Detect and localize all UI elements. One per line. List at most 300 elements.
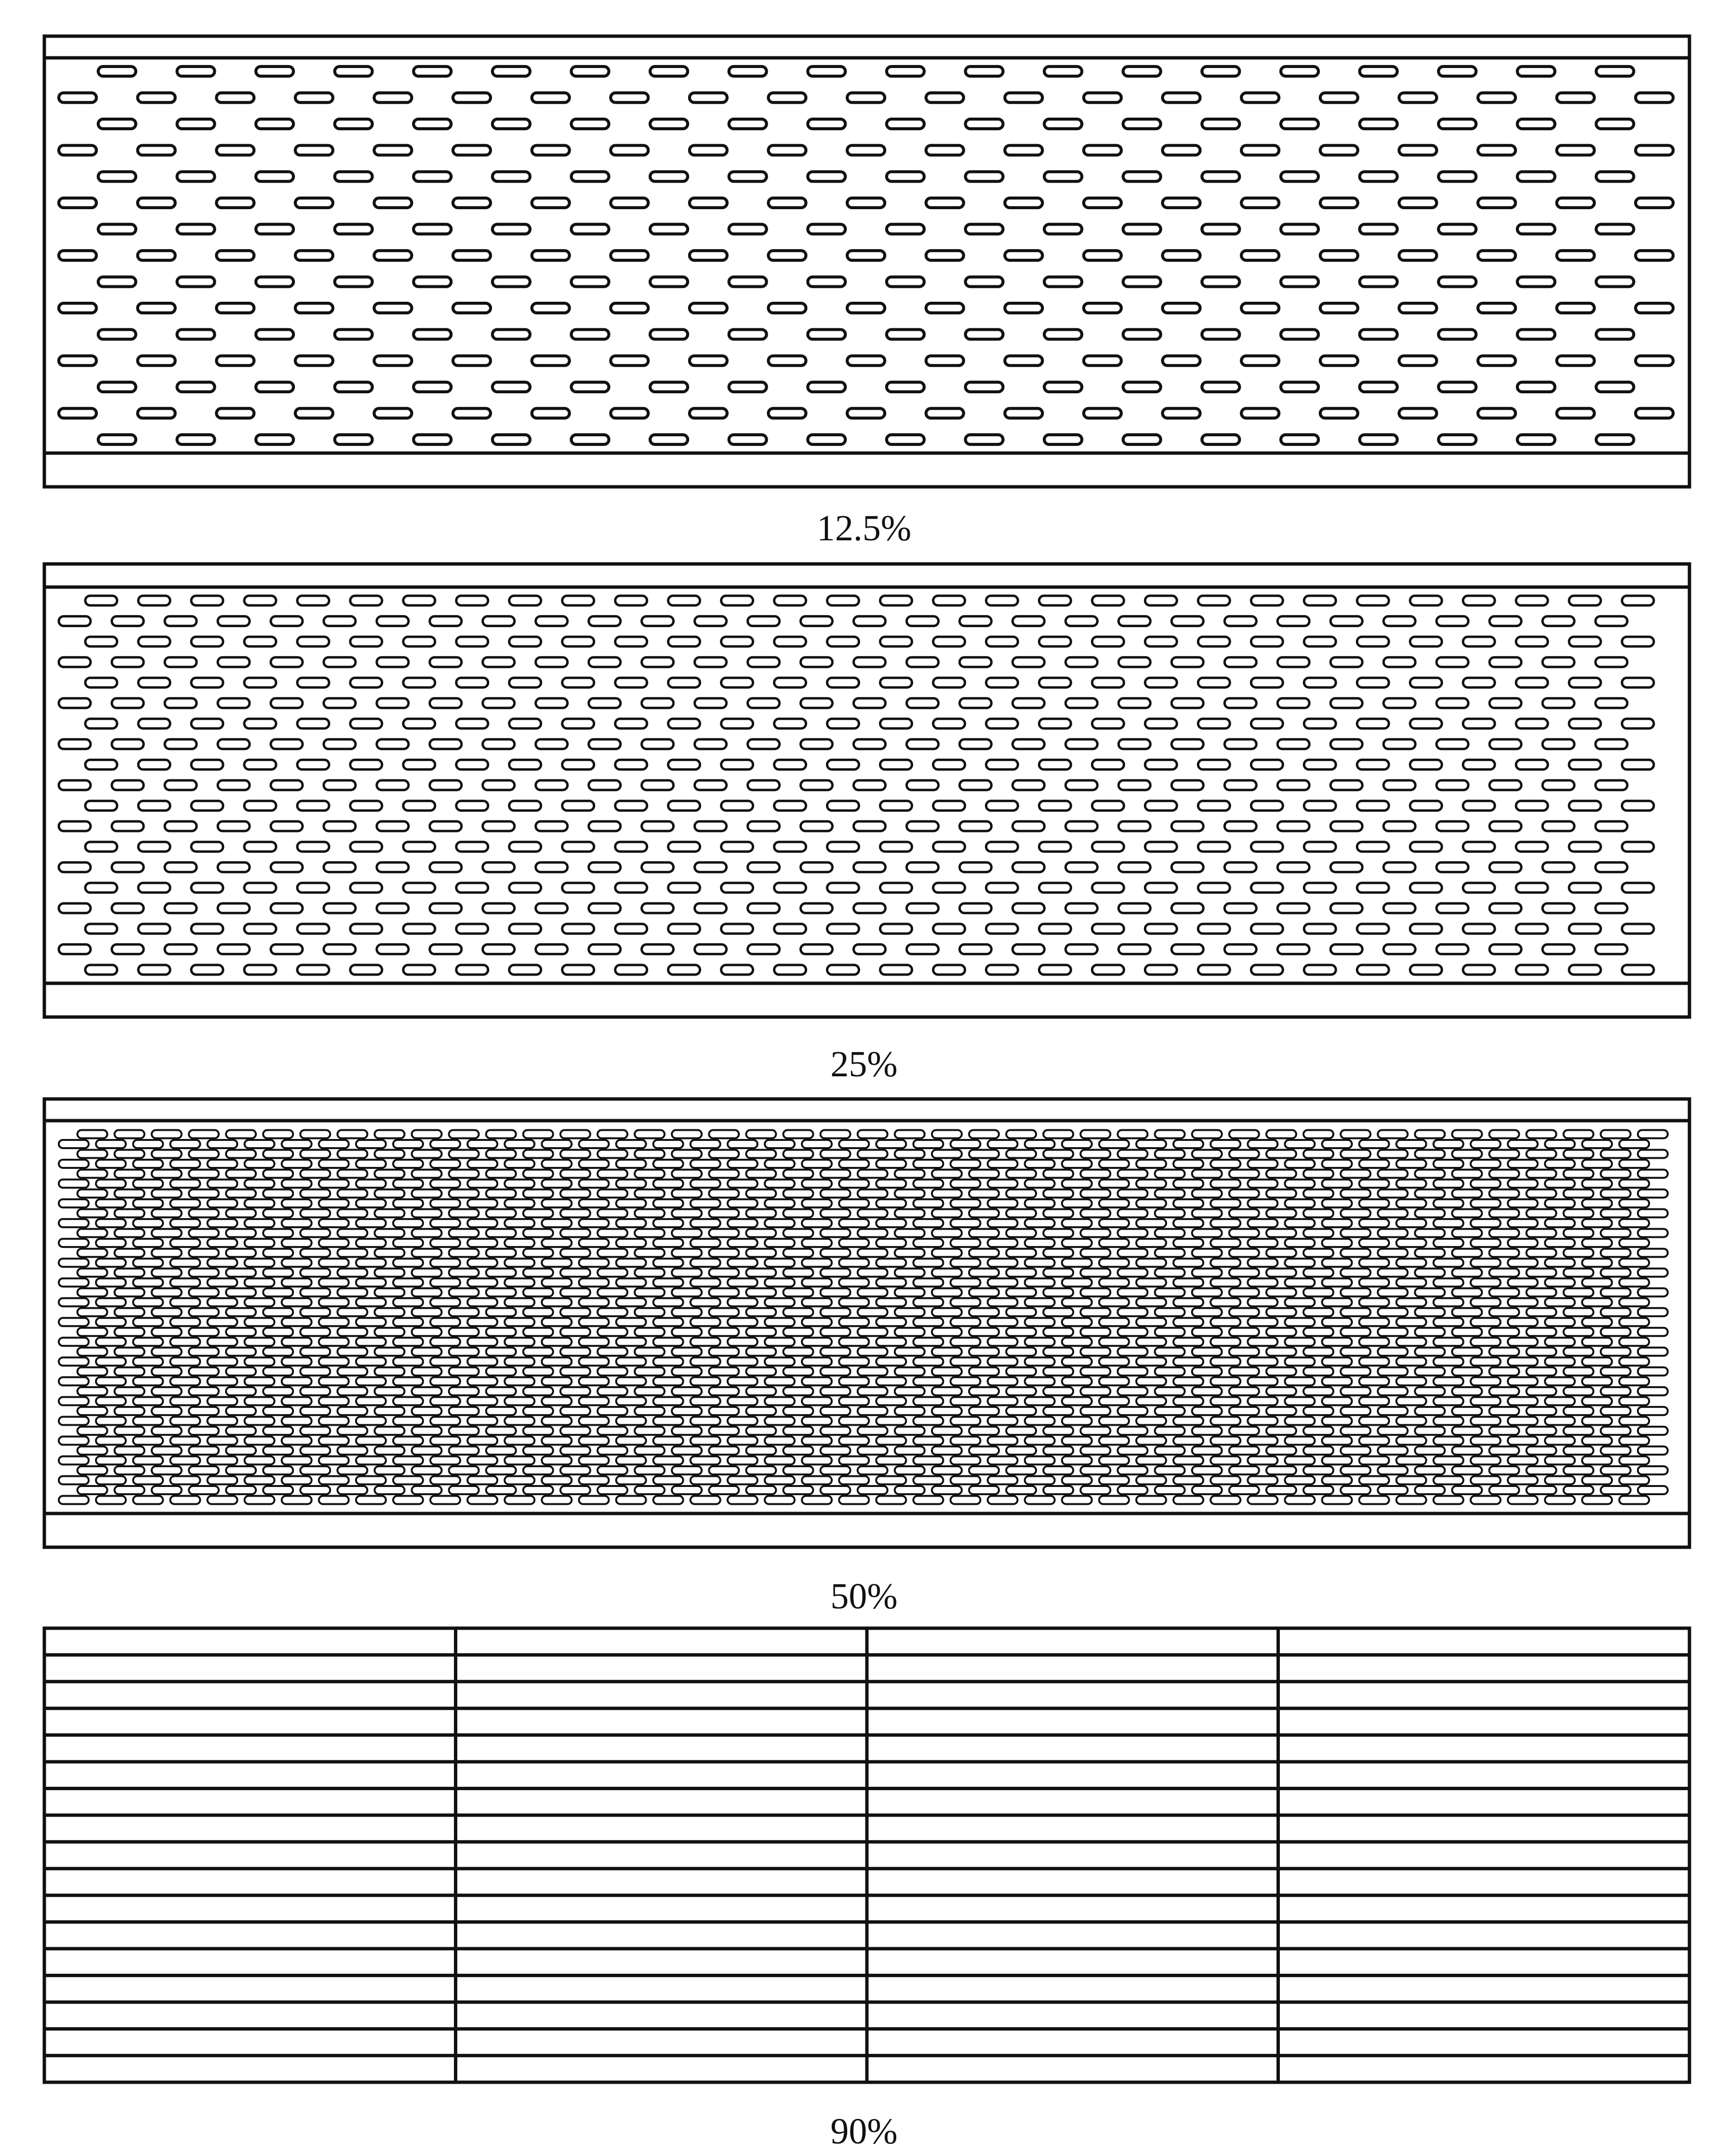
slot-hole — [1542, 657, 1574, 667]
slot-hole — [560, 1486, 590, 1494]
slot-hole — [1415, 1170, 1445, 1178]
slot-hole — [1251, 678, 1283, 687]
slot-hole — [1542, 616, 1574, 626]
slot-hole — [1025, 1357, 1055, 1366]
slot-hole — [1080, 1269, 1110, 1277]
slot-hole — [300, 1427, 330, 1435]
slot-hole — [1224, 780, 1256, 790]
slot-hole — [393, 1278, 423, 1286]
slot-hole — [653, 1476, 683, 1485]
slot-hole — [933, 596, 965, 605]
slot-hole — [951, 1278, 981, 1286]
slot-hole — [1006, 1130, 1036, 1138]
slot-hole — [1436, 944, 1468, 954]
slot-hole — [152, 1328, 182, 1336]
slot-hole — [1303, 1209, 1333, 1218]
slot-hole — [1145, 678, 1177, 687]
slot-hole — [1192, 1269, 1222, 1277]
slot-hole — [1117, 1130, 1147, 1138]
slot-hole — [1202, 224, 1239, 234]
slot-hole — [695, 616, 727, 626]
slot-hole — [1452, 1170, 1482, 1178]
slot-hole — [1043, 1130, 1073, 1138]
slot-hole — [876, 1140, 906, 1148]
slot-hole — [672, 1466, 702, 1474]
slot-hole — [1527, 1446, 1556, 1455]
slot-hole — [1582, 1199, 1612, 1207]
slot-hole — [1508, 1160, 1538, 1168]
slot-hole — [430, 1219, 460, 1227]
slot-hole — [1564, 1446, 1594, 1455]
slot-hole — [356, 1338, 386, 1346]
slot-hole — [858, 1427, 888, 1435]
slot-hole — [335, 382, 372, 392]
slot-hole — [1415, 1367, 1445, 1376]
slot-hole — [1224, 616, 1256, 626]
slot-hole — [1136, 1160, 1166, 1168]
slot-hole — [1434, 1160, 1463, 1168]
slot-hole — [374, 1328, 404, 1336]
slot-hole — [598, 1367, 627, 1376]
slot-hole — [802, 1259, 832, 1267]
slot-hole — [729, 172, 767, 181]
slot-hole — [672, 1229, 702, 1237]
slot-hole — [1006, 1209, 1036, 1218]
slot-hole — [1080, 1229, 1110, 1237]
slot-hole — [96, 1298, 126, 1306]
slot-hole — [542, 1417, 572, 1425]
slot-hole — [895, 1170, 925, 1178]
slot-hole — [1043, 1150, 1073, 1158]
slot-hole — [412, 1486, 442, 1494]
slot-hole — [177, 277, 214, 287]
slot-hole — [653, 1318, 683, 1326]
slot-hole — [152, 1446, 182, 1455]
slot-hole — [1006, 1170, 1036, 1178]
slot-hole — [821, 1367, 851, 1376]
slot-hole — [393, 1476, 423, 1485]
slot-hole — [263, 1387, 293, 1395]
slot-hole — [1229, 1150, 1259, 1158]
slot-hole — [1434, 1140, 1463, 1148]
slot-hole — [598, 1348, 627, 1356]
slot-hole — [579, 1278, 609, 1286]
slot-hole — [709, 1486, 739, 1494]
slot-hole — [1145, 924, 1177, 934]
slot-hole — [1622, 965, 1654, 975]
slot-hole — [467, 1179, 497, 1188]
slot-hole — [802, 1199, 832, 1207]
slot-hole — [672, 1446, 702, 1455]
slot-hole — [709, 1466, 739, 1474]
slot-hole — [1192, 1486, 1222, 1494]
slot-hole — [1118, 780, 1150, 790]
slot-hole — [170, 1456, 200, 1464]
slot-hole — [1596, 330, 1634, 339]
slot-hole — [523, 1249, 553, 1257]
slot-hole — [1320, 251, 1358, 260]
slot-hole — [1241, 251, 1279, 260]
slot-hole — [1039, 596, 1071, 605]
slot-hole — [1359, 1357, 1389, 1366]
slot-hole — [653, 1456, 683, 1464]
slot-hole — [505, 1259, 534, 1267]
slot-hole — [1601, 1269, 1631, 1277]
slot-hole — [1248, 1436, 1277, 1445]
slot-hole — [1595, 944, 1627, 954]
slot-hole — [59, 1140, 89, 1148]
slot-hole — [691, 1278, 720, 1286]
slot-hole — [1136, 1377, 1166, 1385]
slot-hole — [1202, 330, 1239, 339]
slot-hole — [483, 903, 515, 913]
slot-hole — [152, 1269, 182, 1277]
slot-hole — [218, 821, 250, 831]
slot-hole — [1229, 1288, 1259, 1297]
slot-hole — [560, 1328, 590, 1336]
slot-hole — [59, 408, 96, 418]
slot-hole — [966, 435, 1003, 444]
slot-hole — [1357, 965, 1389, 975]
slot-hole — [1198, 924, 1230, 934]
slot-hole — [1542, 780, 1574, 790]
slot-hole — [1210, 1259, 1240, 1267]
slot-hole — [1516, 842, 1548, 852]
slot-hole — [668, 678, 700, 687]
slot-hole — [300, 1229, 330, 1237]
slot-hole — [96, 1357, 126, 1366]
slot-hole — [1080, 1367, 1110, 1376]
slot-hole — [152, 1288, 182, 1297]
slot-hole — [1198, 596, 1230, 605]
slot-hole — [430, 1456, 460, 1464]
slot-hole — [1304, 637, 1336, 646]
slot-hole — [907, 903, 939, 913]
slot-hole — [932, 1407, 962, 1415]
slot-hole — [858, 1308, 888, 1316]
slot-hole — [207, 1417, 237, 1425]
slot-hole — [1155, 1387, 1185, 1395]
slot-hole — [523, 1446, 553, 1455]
slot-hole — [1360, 382, 1397, 392]
slot-hole — [1463, 965, 1495, 975]
slot-hole — [774, 842, 806, 852]
slot-hole — [1303, 1348, 1333, 1356]
slot-hole — [802, 1456, 832, 1464]
slot-hole — [1378, 1130, 1408, 1138]
slot-hole — [1545, 1436, 1575, 1445]
slot-hole — [616, 1140, 646, 1148]
slot-hole — [1517, 330, 1555, 339]
slot-hole — [1192, 1150, 1222, 1158]
slot-hole — [98, 172, 136, 181]
slot-hole — [774, 637, 806, 646]
slot-hole — [282, 1456, 312, 1464]
slot-hole — [319, 1496, 349, 1504]
slot-hole — [1006, 1190, 1036, 1198]
slot-hole — [295, 198, 333, 208]
slot-hole — [598, 1288, 627, 1297]
slot-hole — [1145, 637, 1177, 646]
slot-hole — [691, 1417, 720, 1425]
slot-hole — [672, 1190, 702, 1198]
slot-hole — [170, 1377, 200, 1385]
slot-hole — [1452, 1209, 1482, 1218]
slot-hole — [1415, 1288, 1445, 1297]
slot-hole — [784, 1446, 813, 1455]
slot-hole — [907, 780, 939, 790]
slot-hole — [1557, 303, 1595, 313]
slot-hole — [1241, 303, 1279, 313]
slot-hole — [1012, 616, 1044, 626]
slot-hole — [1357, 760, 1389, 769]
slot-hole — [449, 1308, 479, 1316]
slot-hole — [1080, 1130, 1110, 1138]
slot-hole — [300, 1269, 330, 1277]
slot-hole — [821, 1288, 851, 1297]
slot-hole — [821, 1348, 851, 1356]
slot-hole — [802, 1239, 832, 1247]
slot-hole — [988, 1140, 1018, 1148]
slot-hole — [966, 382, 1003, 392]
slot-hole — [1638, 1190, 1668, 1198]
slot-hole — [1266, 1249, 1296, 1257]
slot-hole — [1202, 435, 1239, 444]
slot-hole — [1136, 1417, 1166, 1425]
slot-hole — [245, 1259, 275, 1267]
slot-hole — [615, 637, 647, 646]
slot-hole — [1415, 1190, 1445, 1198]
slot-hole — [932, 1269, 962, 1277]
slot-hole — [746, 1387, 776, 1395]
slot-hole — [226, 1427, 256, 1435]
slot-hole — [483, 657, 515, 667]
slot-hole — [1062, 1318, 1092, 1326]
slot-hole — [721, 842, 753, 852]
slot-hole — [1410, 965, 1442, 975]
slot-hole — [560, 1407, 590, 1415]
slot-hole — [695, 821, 727, 831]
slot-hole — [1266, 1486, 1296, 1494]
slot-hole — [913, 1259, 943, 1267]
slot-hole — [1266, 1466, 1296, 1474]
slot-hole — [1378, 1288, 1408, 1297]
slot-hole — [691, 1496, 720, 1504]
slot-hole — [1136, 1338, 1166, 1346]
slot-hole — [1062, 1278, 1092, 1286]
slot-hole — [801, 698, 833, 708]
slot-hole — [1229, 1446, 1259, 1455]
slot-hole — [449, 1209, 479, 1218]
slot-hole — [356, 1259, 386, 1267]
slot-hole — [969, 1249, 999, 1257]
slot-hole — [579, 1219, 609, 1227]
slot-hole — [509, 719, 541, 728]
slot-hole — [78, 1288, 107, 1297]
slot-hole — [467, 1338, 497, 1346]
slot-hole — [1619, 1377, 1649, 1385]
slot-hole — [653, 1397, 683, 1405]
slot-hole — [189, 1328, 219, 1336]
slot-hole — [729, 119, 767, 129]
slot-hole — [769, 198, 806, 208]
slot-hole — [115, 1308, 145, 1316]
slot-hole — [1136, 1179, 1166, 1188]
slot-hole — [335, 172, 372, 181]
slot-hole — [926, 198, 964, 208]
slot-hole — [642, 739, 674, 749]
slot-hole — [1434, 1298, 1463, 1306]
slot-hole — [1005, 251, 1042, 260]
slot-hole — [858, 1407, 888, 1415]
slot-hole — [59, 198, 96, 208]
slot-hole — [691, 1436, 720, 1445]
slot-hole — [467, 1259, 497, 1267]
slot-hole — [1396, 1259, 1426, 1267]
slot-hole — [635, 1387, 665, 1395]
slot-hole — [1062, 1298, 1092, 1306]
slot-hole — [858, 1328, 888, 1336]
slot-hole — [691, 1179, 720, 1188]
slot-hole — [216, 303, 254, 313]
slot-hole — [1508, 1417, 1538, 1425]
slot-hole — [98, 224, 136, 234]
slot-hole — [1516, 678, 1548, 687]
slot-hole — [356, 1456, 386, 1464]
slot-hole — [1171, 944, 1203, 954]
slot-hole — [1619, 1219, 1649, 1227]
slot-hole — [589, 616, 621, 626]
slot-hole — [115, 1130, 145, 1138]
slot-hole — [300, 1190, 330, 1198]
slot-hole — [1198, 883, 1230, 893]
slot-hole — [1229, 1209, 1259, 1218]
slot-hole — [449, 1466, 479, 1474]
slot-hole — [523, 1269, 553, 1277]
slot-hole — [542, 1140, 572, 1148]
slot-hole — [1341, 1269, 1370, 1277]
slot-hole — [1415, 1427, 1445, 1435]
slot-hole — [560, 1229, 590, 1237]
slot-hole — [774, 924, 806, 934]
slot-hole — [1452, 1486, 1482, 1494]
slot-hole — [1251, 924, 1283, 934]
slot-hole — [1320, 198, 1358, 208]
slot-hole — [218, 739, 250, 749]
slot-hole — [1622, 719, 1654, 728]
slot-hole — [1006, 1446, 1036, 1455]
slot-hole — [1136, 1357, 1166, 1366]
slot-hole — [1601, 1249, 1631, 1257]
slot-hole — [271, 903, 303, 913]
slot-hole — [1192, 1170, 1222, 1178]
slot-hole — [1281, 330, 1318, 339]
slot-hole — [1006, 1407, 1036, 1415]
slot-hole — [1359, 1436, 1389, 1445]
slot-hole — [59, 657, 91, 667]
slot-hole — [1471, 1377, 1501, 1385]
slot-hole — [115, 1486, 145, 1494]
slot-hole — [430, 1338, 460, 1346]
slot-hole — [1303, 1249, 1333, 1257]
slot-hole — [1210, 1397, 1240, 1405]
slot-hole — [412, 1229, 442, 1237]
slot-hole — [1229, 1170, 1259, 1178]
slot-hole — [1527, 1190, 1556, 1198]
slot-hole — [112, 903, 144, 913]
slot-hole — [1092, 883, 1124, 893]
slot-hole — [335, 435, 372, 444]
slot-hole — [1248, 1318, 1277, 1326]
slot-hole — [542, 1259, 572, 1267]
slot-hole — [1118, 698, 1150, 708]
slot-hole — [598, 1387, 627, 1395]
slot-hole — [319, 1436, 349, 1445]
slot-hole — [1320, 93, 1358, 103]
slot-hole — [207, 1140, 237, 1148]
slot-hole — [356, 1140, 386, 1148]
slot-hole — [562, 719, 594, 728]
slot-hole — [350, 760, 382, 769]
slot-hole — [300, 1130, 330, 1138]
slot-hole — [1229, 1466, 1259, 1474]
slot-hole — [1508, 1397, 1538, 1405]
slot-hole — [1248, 1140, 1277, 1148]
slot-hole — [748, 862, 780, 872]
slot-hole — [403, 596, 435, 605]
slot-hole — [1285, 1417, 1315, 1425]
slot-hole — [412, 1348, 442, 1356]
slot-hole — [1489, 821, 1521, 831]
slot-hole — [774, 801, 806, 811]
slot-hole — [1542, 698, 1574, 708]
slot-hole — [932, 1229, 962, 1237]
slot-hole — [598, 1170, 627, 1178]
slot-hole — [1471, 1357, 1501, 1366]
slot-hole — [933, 719, 965, 728]
slot-hole — [337, 1367, 367, 1376]
slot-hole — [1410, 924, 1442, 934]
slot-hole — [672, 1328, 702, 1336]
slot-hole — [297, 842, 329, 852]
slot-hole — [377, 821, 409, 831]
slot-hole — [1396, 1219, 1426, 1227]
slot-hole — [858, 1150, 888, 1158]
slot-hole — [152, 1387, 182, 1395]
slot-hole — [403, 883, 435, 893]
slot-hole — [449, 1288, 479, 1297]
slot-hole — [1080, 1249, 1110, 1257]
slot-hole — [374, 146, 412, 155]
slot-hole — [337, 1288, 367, 1297]
slot-hole — [847, 408, 885, 418]
slot-hole — [1357, 637, 1389, 646]
slot-hole — [1601, 1486, 1631, 1494]
slot-hole — [969, 1367, 999, 1376]
slot-hole — [96, 1417, 126, 1425]
slot-hole — [1099, 1179, 1129, 1188]
slot-hole — [1471, 1456, 1501, 1464]
slot-hole — [207, 1298, 237, 1306]
slot-hole — [486, 1170, 516, 1178]
slot-hole — [1155, 1446, 1185, 1455]
slot-hole — [1436, 657, 1468, 667]
slot-hole — [152, 1367, 182, 1376]
slot-hole — [1025, 1239, 1055, 1247]
slot-hole — [350, 801, 382, 811]
slot-hole — [337, 1229, 367, 1237]
slot-hole — [926, 146, 964, 155]
